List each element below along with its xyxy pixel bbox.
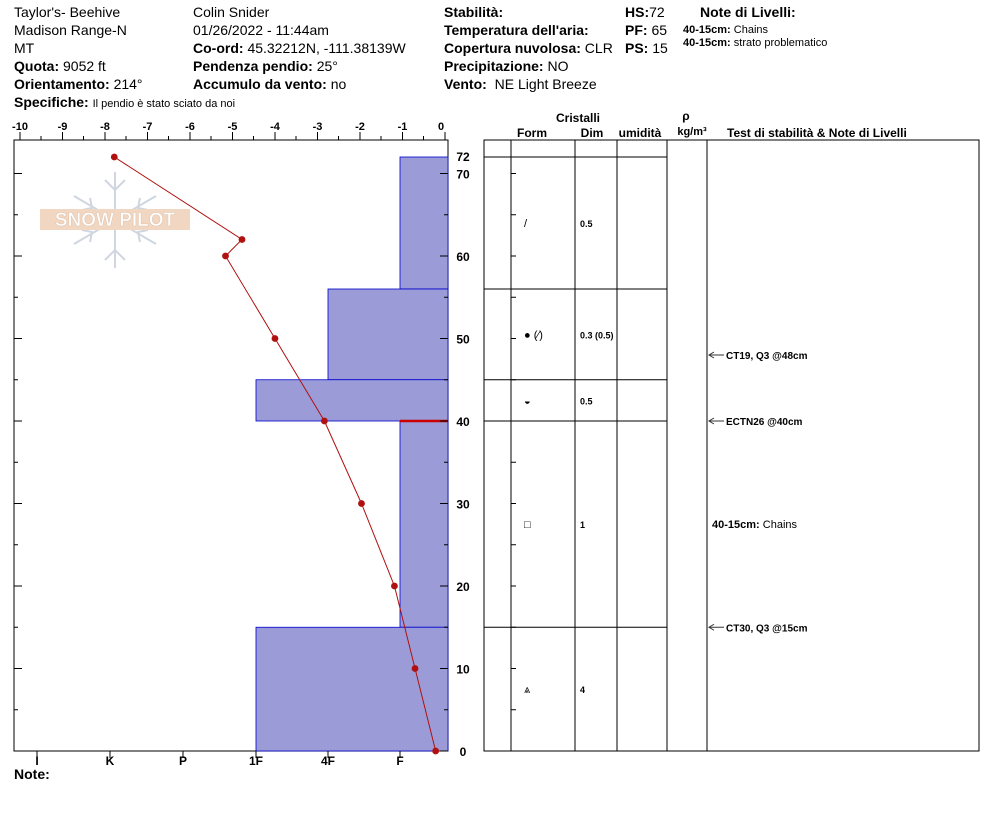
temp-point	[111, 154, 118, 161]
wind-load-label: Accumulo da vento:	[193, 76, 327, 92]
temp-point	[239, 236, 246, 243]
height-tick-label: 40	[456, 415, 470, 429]
logo-text: SNOW PILOT	[54, 210, 176, 231]
precip-label: Precipitazione:	[444, 58, 544, 74]
hardness-tick-label: F	[396, 754, 404, 768]
stability-note: 40-15cm: Chains	[712, 519, 798, 532]
header-form: Form	[517, 126, 547, 140]
crystal-form: ⩓	[524, 684, 531, 697]
hardness-tick-label: 1F	[248, 754, 264, 768]
crystal-form: □	[524, 519, 531, 532]
hardness-axis	[35, 751, 403, 768]
temp-tick-label: 0	[437, 121, 445, 133]
height-tick-label: 50	[456, 332, 470, 347]
hardness-tick-label: P	[178, 754, 188, 768]
slope-value: 25°	[316, 58, 338, 74]
height-tick-label: 0	[459, 745, 467, 759]
height-tick-label: 70	[456, 167, 470, 182]
wind-load-value: no	[330, 76, 347, 92]
table-frame	[484, 140, 979, 751]
wind-value: NE Light Breeze	[494, 76, 597, 92]
height-tick-label: 10	[456, 662, 470, 677]
crystal-dim: 0.5	[580, 396, 593, 407]
stab-label: Stabilità:	[444, 4, 504, 20]
state: MT	[14, 40, 35, 56]
layer-notes-title: Note di Livelli:	[700, 4, 796, 20]
hs-value: 72	[649, 4, 665, 20]
height-tick-label: 30	[456, 497, 470, 512]
crystal-dim: 0.5	[580, 219, 593, 229]
hardness-bar	[400, 421, 448, 627]
temp-tick-label: -9	[57, 121, 68, 133]
header-rho-unit: kg/m³	[677, 126, 707, 138]
crystal-dim: 1	[580, 520, 586, 531]
specifiche-label: Specifiche:	[14, 94, 89, 110]
temp-point	[272, 335, 279, 342]
crystal-form: ◒	[524, 395, 531, 408]
temp-tick-label: -5	[227, 121, 238, 133]
temp-tick-label: -8	[100, 121, 110, 133]
hardness-bar	[328, 289, 448, 380]
crystal-form: /	[524, 218, 528, 230]
precip-value: NO	[547, 58, 569, 74]
header-dim: Dim	[580, 126, 604, 140]
hardness-bar	[256, 627, 448, 751]
coord-value: 45.32212N, -111.38139W	[247, 40, 406, 56]
layer-note-2-text: strato problematico	[733, 37, 828, 49]
hardness-profile	[256, 157, 448, 751]
crystal-form: ● (⁄)	[524, 329, 543, 342]
header-cristalli: Cristalli	[555, 111, 601, 125]
stability-note: CT19, Q3 @48cm	[726, 351, 808, 362]
hardness-tick-label: K	[105, 754, 115, 768]
cloud-value: CLR	[584, 40, 613, 56]
temp-tick-label: -7	[142, 121, 153, 133]
hs-label: HS:	[625, 4, 650, 20]
note-label: Note:	[14, 766, 50, 782]
location: Taylor's- Beehive	[14, 4, 121, 20]
temp-point	[412, 665, 419, 672]
snowpilot-logo	[40, 172, 190, 268]
orient-label: Orientamento:	[14, 76, 110, 92]
hardness-bar	[400, 157, 448, 289]
pf-label: PF:	[625, 22, 648, 38]
header-tests: Test di stabilità & Note di Livelli	[727, 126, 907, 140]
pf-value: 65	[651, 22, 668, 38]
temp-tick-label: -3	[312, 121, 323, 133]
temp-tick-label: -10	[12, 121, 28, 133]
height-top-label: 72	[456, 150, 470, 164]
cloud-label: Copertura nuvolosa:	[444, 40, 581, 56]
specifiche-value: Il pendio è stato sciato da noi	[92, 98, 236, 110]
temperature-axis	[12, 121, 445, 140]
stability-note: CT30, Q3 @15cm	[726, 623, 808, 635]
temp-tick-label: -4	[270, 121, 280, 133]
layer-note-1-text: Chains	[733, 24, 769, 36]
layer-note-1-depth: 40-15cm:	[683, 24, 731, 36]
hardness-tick-label: I	[35, 754, 39, 768]
height-tick-label: 20	[456, 580, 470, 594]
coord-label: Co-ord:	[193, 40, 244, 56]
quota-value: 9052 ft	[63, 58, 106, 74]
header-umidita: umidità	[618, 126, 662, 140]
crystal-dim: 0.3 (0.5)	[580, 330, 614, 341]
crystal-dim: 4	[580, 685, 586, 696]
stability-note: ECTN26 @40cm	[726, 417, 803, 428]
temp-point	[222, 253, 229, 260]
temp-tick-label: -2	[355, 121, 365, 133]
temp-point	[358, 500, 365, 507]
ps-label: PS:	[625, 40, 649, 56]
datetime: 01/26/2022 - 11:44am	[193, 22, 329, 38]
temp-point	[432, 748, 439, 755]
temp-point	[321, 418, 328, 425]
ps-value: 15	[652, 40, 668, 56]
slope-label: Pendenza pendio:	[193, 58, 313, 74]
wind-label: Vento:	[444, 76, 487, 92]
orient-value: 214°	[113, 76, 143, 92]
hardness-tick-label: 4F	[320, 754, 336, 768]
temp-point	[391, 583, 398, 590]
hardness-bar	[256, 380, 448, 421]
temp-tick-label: -1	[397, 121, 408, 133]
quota-label: Quota:	[14, 58, 60, 74]
crystal-table	[484, 140, 979, 751]
air-temp-label: Temperatura dell'aria:	[444, 22, 589, 38]
observer: Colin Snider	[193, 4, 270, 20]
header-rho: ρ	[682, 109, 690, 123]
temp-tick-label: -6	[185, 121, 195, 133]
layer-note-2-depth: 40-15cm:	[683, 37, 731, 49]
height-tick-label: 60	[456, 250, 470, 264]
range: Madison Range-N	[14, 22, 127, 38]
